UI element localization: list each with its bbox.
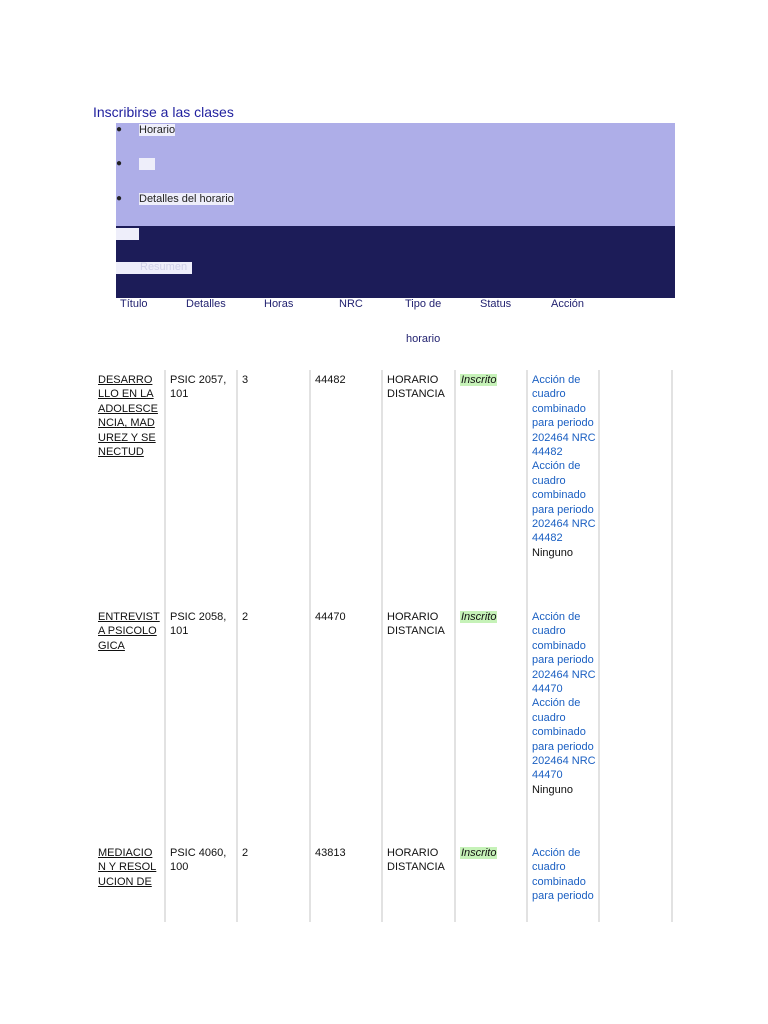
class-nrc: 43813 [315,847,346,859]
bullet-icon: ● [116,158,123,169]
class-nrc: 44482 [315,374,346,386]
classes-table [93,370,675,922]
bullet-icon: ● [116,124,123,135]
header-horas[interactable]: Horas [264,298,294,310]
nav-menu [116,123,675,226]
action-cell[interactable]: Acción de cuadro combinado para periodo 202464 NRC 44470 Acción de cuadro combinado para periodo 202464 NRC 44470Ninguno [532,611,596,796]
status-badge: Inscrito [461,847,497,859]
column-divider [454,370,456,922]
class-hours: 2 [242,847,249,859]
nav-item-detalles-label: Detalles del horario [139,193,234,205]
header-accion[interactable]: Acción [551,298,585,310]
header-nrc[interactable]: NRC [339,298,363,310]
column-divider [164,370,166,922]
class-hours: 2 [242,611,249,623]
nav-dark-section [116,226,675,298]
column-divider [671,370,673,922]
class-hours: 3 [242,374,249,386]
class-details: PSIC 4060, 100 [170,847,227,874]
header-status[interactable]: Status [480,298,512,310]
class-title-link[interactable]: MEDIACION Y RESOLUCION DE [98,847,157,888]
header-tipo[interactable]: Tipo de [405,298,442,310]
column-divider [236,370,238,922]
bullet-icon: ● [116,193,123,204]
class-title-link[interactable]: DESARROLLO EN LA ADOLESCENCIA, MADUREZ Y SENECTUD [98,374,158,459]
status-badge: Inscrito [461,611,497,623]
action-cell[interactable]: Acción de cuadro combinado para periodo 202464 NRC 44482 Acción de cuadro combinado para periodo 202464 NRC 44482Ninguno [532,374,596,559]
page-title: Inscribirse a las clases [93,104,234,120]
class-type: HORARIO DISTANCIA [387,611,445,638]
action-cell[interactable]: Acción de cuadro combinado para periodo [532,847,594,903]
class-type: HORARIO DISTANCIA [387,847,445,874]
header-detalles[interactable]: Detalles [186,298,226,310]
header-tipo-line2: horario [406,333,441,345]
class-nrc: 44470 [315,611,346,623]
nav-item-empty-label [139,158,155,170]
column-divider [309,370,311,922]
column-divider [381,370,383,922]
nav-dark-item-empty[interactable] [116,228,139,240]
class-details: PSIC 2057, 101 [170,374,227,401]
nav-item-horario-label: Horario [139,124,176,136]
nav-dark-item-resumen[interactable] [116,262,192,274]
class-details: PSIC 2058, 101 [170,611,227,638]
status-badge: Inscrito [461,374,497,386]
class-title-link[interactable]: ENTREVISTA PSICOLOGICA [98,611,160,652]
column-divider [526,370,528,922]
column-divider [598,370,600,922]
nav-dark-item-resumen-label: Resumen [140,261,188,273]
header-titulo[interactable]: Título [120,298,148,310]
class-type: HORARIO DISTANCIA [387,374,445,401]
